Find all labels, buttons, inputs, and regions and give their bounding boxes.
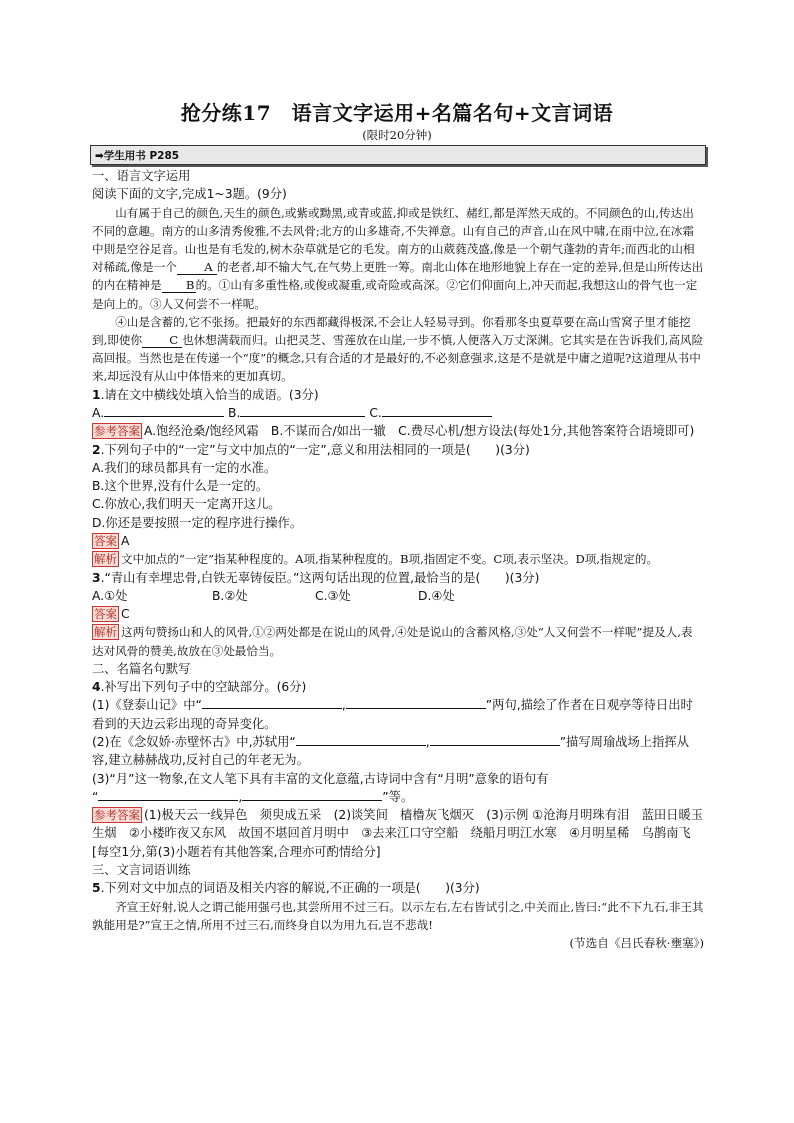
fill-blank[interactable] bbox=[202, 708, 342, 709]
answer-line-b[interactable] bbox=[240, 416, 365, 417]
question-number: 3 bbox=[92, 570, 101, 585]
item-text: (1)《登泰山记》中“ bbox=[92, 698, 202, 713]
answer-line-c[interactable] bbox=[382, 416, 492, 417]
question-2-stem bbox=[92, 441, 704, 459]
blank-c: C bbox=[142, 333, 182, 348]
option-c: C.你放心,我们明天一定离开这儿。 bbox=[92, 497, 281, 512]
reference-answer-tag: 参考答案 bbox=[94, 808, 140, 823]
item-text: (3)“月”这一物象,在文人笔下具有丰富的文化意蕴,古诗词中含有“月明”意象的语句有 bbox=[92, 771, 549, 786]
answer-text: A bbox=[121, 534, 130, 548]
question-2-answer bbox=[92, 532, 704, 550]
answer-text: A.饱经沧桑/饱经风霜 B.不谋而合/如出一辙 C.费尽心机/想方设法(每处1分,其他答案符合语境即可) bbox=[144, 424, 695, 439]
item-text: , bbox=[238, 789, 243, 804]
question-text: .下列句子中的“一定”与文中加点的“一定”,意义和用法相同的一项是( )(3分) bbox=[100, 442, 530, 457]
classical-text: 齐宣王好射,说人之谓己能用强弓也,其尝所用不过三石。以示左右,左右皆试引之,中关而止,皆曰:“此不下九石,非王其孰能用是?”宣王之情,所用不过三石,而终身自以为用九石,岂不悲哉! bbox=[92, 899, 704, 932]
fill-blank[interactable] bbox=[98, 800, 238, 801]
option-b: B.这个世界,没有什么是一定的。 bbox=[92, 479, 269, 494]
time-limit-subtitle: (限时20分钟) bbox=[362, 128, 432, 142]
fill-blank[interactable] bbox=[430, 745, 560, 746]
passage-text: 山有属于自己的颜色,天生的颜色,或紫或黝黑,或青或蓝,抑或是铁红、赭红,都是浑然天成的。不同颜色的山,传达出不同的意趣。南方的山多清秀俊雅,不去风骨;北方的山多雄奇,不失禅意。山有自己的声音,山在风中啸,在雨中泣,在冰霜中則是空谷足音。山也是有毛发的,树木杂草就是它的毛发。南方的山葳蕤茂盛,像是一个朝气蓬勃的青年;而西北的山相对稀疏,像是一个 bbox=[92, 205, 695, 275]
content-body bbox=[92, 167, 704, 952]
fill-blank[interactable] bbox=[296, 745, 426, 746]
book-reference-label: ➡学生用书 P285 bbox=[95, 150, 180, 162]
section-heading: 一、语言文字运用 bbox=[92, 169, 191, 183]
option-a: A.我们的球员都具有一定的水准。 bbox=[92, 460, 277, 475]
question-4-answer bbox=[92, 806, 704, 861]
blank-a: A bbox=[177, 260, 217, 275]
question-5-stem bbox=[92, 879, 704, 897]
item-text: , bbox=[341, 698, 346, 713]
answer-text: (1)极天云一线异色 须臾成五采 (2)谈笑间 樯橹灰飞烟灭 (3)示例 ①沧海月明珠有泪 蓝田日暖玉生烟 ②小楼昨夜又东风 故国不堪回首月明中 ③去来江口守空船 绕船月明江水寒 ④月明星稀 乌鹊南飞[每空1分,第(3)小题若有其他答案,合理亦可酌情给分] bbox=[92, 808, 704, 859]
answer-tag: 答案 bbox=[94, 534, 117, 548]
question-1-blanks bbox=[92, 404, 704, 422]
question-3-answer bbox=[92, 605, 704, 623]
passage-text: 也休想满载而归。山把灵芝、雪莲放在山崖,一步不慎,人便落入万丈深渊。它其实是在告诉我们,高风险高回报。当然也是在传递一个“度”的概念,只有合适的才是最好的,不必刻意强求,这是不是就是中庸之道呢?这道理从书中来,却远没有从山中体悟来的更加真切。 bbox=[92, 333, 704, 384]
question-4-item-3 bbox=[92, 770, 704, 788]
analysis-tag: 解析 bbox=[94, 552, 117, 567]
question-1-answer bbox=[92, 422, 704, 440]
passage-text: 的老者,却不输大气,在气势上更胜一筹。南北山体在地形地貌上存在一定的差异,但是山所传达出的内在精神是 bbox=[92, 260, 704, 293]
item-text: ”两句,描绘了作者在日观亭等待日出时看到的天边云彩出现的奇异变化。 bbox=[92, 698, 693, 731]
option-c: C.③处 bbox=[315, 588, 351, 603]
fill-blank[interactable] bbox=[242, 800, 382, 801]
question-3-analysis bbox=[92, 623, 704, 659]
passage-paragraph-2 bbox=[92, 313, 704, 386]
blank-label-c: C. bbox=[369, 405, 382, 420]
passage-intro: 阅读下面的文字,完成1~3题。(9分) bbox=[92, 187, 287, 202]
page-title: 抢分练17 语言文字运用+名篇名句+文言词语 bbox=[180, 101, 614, 125]
item-text: ”描写周瑜战场上指挥从容,建立赫赫战功,反衬自己的年老无为。 bbox=[92, 734, 690, 768]
passage-paragraph-1 bbox=[92, 204, 704, 313]
question-text: .“青山有幸埋忠骨,白铁无辜铸佞臣。”这两句话出现的位置,最恰当的是( )(3分) bbox=[100, 570, 540, 585]
text-source: (节选自《吕氏春秋·壅塞》) bbox=[569, 936, 704, 951]
question-1-stem bbox=[92, 386, 704, 404]
option-a: A.①处 bbox=[92, 588, 128, 603]
passage-text: 的。①山有多重性格,或俊或凝重,或奇险或高深。②它们仰面向上,冲天而起,我想这山的骨气也一定是向上的。③人又何尝不一样呢。 bbox=[92, 278, 698, 311]
question-3-stem bbox=[92, 569, 704, 587]
question-number: 2 bbox=[92, 442, 101, 457]
section-heading: 二、名篇名句默写 bbox=[92, 661, 191, 676]
question-number: 4 bbox=[92, 680, 101, 695]
fill-blank[interactable] bbox=[346, 708, 486, 709]
option-b: B.②处 bbox=[212, 588, 248, 603]
question-2-analysis bbox=[92, 550, 704, 568]
question-number: 1 bbox=[92, 387, 101, 402]
question-4-item-1 bbox=[92, 696, 704, 733]
question-3-options bbox=[92, 587, 704, 605]
item-text: (2)在《念奴娇·赤壁怀古》中,苏轼用“ bbox=[92, 734, 296, 749]
answer-line-a[interactable] bbox=[104, 416, 224, 417]
item-text: , bbox=[425, 734, 430, 749]
analysis-text: 文中加点的“一定”指某种程度的。A项,指某种程度的。B项,指固定不变。C项,表示坚决。D项,指规定的。 bbox=[121, 552, 659, 567]
blank-b: B bbox=[162, 278, 196, 293]
book-reference-bar bbox=[90, 145, 706, 165]
blank-label-a: A. bbox=[92, 405, 105, 420]
section-heading: 三、文言词语训练 bbox=[92, 863, 191, 878]
question-text: .补写出下列句子中的空缺部分。(6分) bbox=[100, 680, 307, 695]
item-text: ”等。 bbox=[382, 789, 414, 804]
question-text: .下列对文中加点的词语及相关内容的解说,不正确的一项是( )(3分) bbox=[100, 881, 480, 896]
answer-tag: 答案 bbox=[94, 607, 117, 622]
reference-answer-tag: 参考答案 bbox=[94, 424, 140, 439]
question-4-item-2 bbox=[92, 733, 704, 770]
analysis-tag: 解析 bbox=[94, 625, 117, 640]
blank-label-b: B. bbox=[228, 405, 241, 420]
passage-text: ④山是含蓄的,它不张扬。把最好的东西都藏得极深,不会让人轻易寻到。你看那冬虫夏草要在高山雪窝子里才能挖到,即使你 bbox=[92, 314, 691, 348]
question-4-stem bbox=[92, 678, 704, 696]
question-text: .请在文中横线处填入恰当的成语。(3分) bbox=[100, 387, 319, 402]
question-4-item-3-blanks bbox=[92, 788, 704, 806]
analysis-text: 这两句赞扬山和人的风骨,①②两处都是在说山的风骨,④处是说山的含蓄风格,③处“人又何尝不一样呢”提及人,表达对风骨的赞美,故放在③处最恰当。 bbox=[92, 625, 693, 658]
question-number: 5 bbox=[92, 881, 101, 896]
option-d: D.你还是要按照一定的程序进行操作。 bbox=[92, 515, 303, 530]
option-d: D.④处 bbox=[418, 588, 455, 603]
item-text: “ bbox=[92, 789, 99, 804]
answer-text: C bbox=[121, 607, 130, 622]
